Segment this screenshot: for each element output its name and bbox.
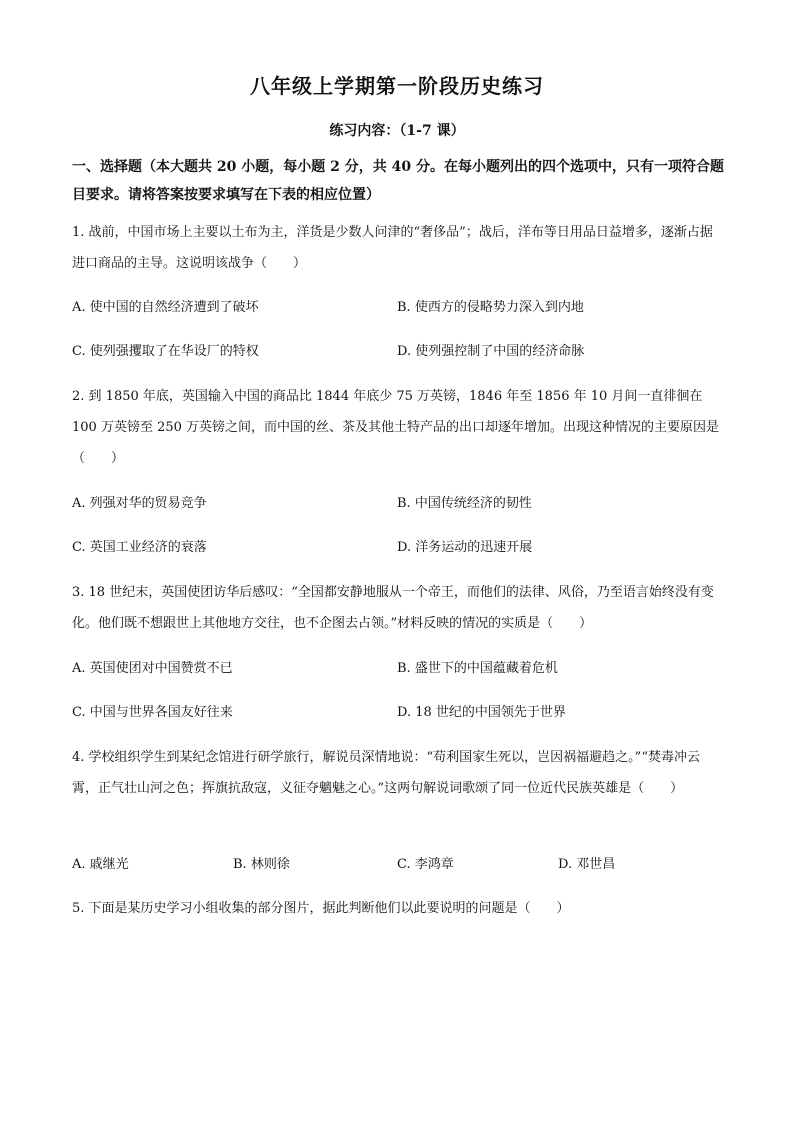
section-heading: 一、选择题（本大题共 20 小题，每小题 2 分，共 40 分。在每小题列出的四个选项中，只有一项符合题目要求。请将答案按要求填写在下表的相应位置）	[72, 159, 724, 203]
question-1-option-c: C. 使列强攫取了在华设厂的特权	[72, 344, 259, 359]
page-title: 八年级上学期第一阶段历史练习	[250, 74, 544, 98]
question-3-option-c: C. 中国与世界各国友好往来	[72, 705, 233, 720]
question-4-option-b: B. 林则徐	[233, 857, 290, 872]
question-3-stem: 3. 18 世纪末，英国使团访华后感叹：“全国都安静地服从一个帝王，而他们的法律、风俗，乃至语言始终没有变化。他们既不想跟世上其他地方交往，也不企图去占领。”材料反映的情况的实质是（ ）	[72, 585, 714, 631]
question-4-option-c: C. 李鸿章	[397, 857, 454, 872]
question-2-option-d: D. 洋务运动的迅速开展	[397, 540, 533, 555]
question-1-option-b: B. 使西方的侵略势力深入到内地	[397, 300, 584, 315]
question-3-option-b: B. 盛世下的中国蕴藏着危机	[397, 661, 558, 676]
question-2-stem: 2. 到 1850 年底，英国输入中国的商品比 1844 年底少 75 万英镑，1846 年至 1856 年 10 月间一直徘徊在 100 万英镑至 250 万英镑之间，而中国的丝、茶及其他土特产品的出口却逐年增加。出现这种情况的主要原因是（ ）	[72, 389, 720, 466]
question-4-option-d: D. 邓世昌	[558, 857, 616, 872]
question-1-option-a: A. 使中国的自然经济遭到了破坏	[72, 300, 259, 315]
page-subtitle: 练习内容：（1-7 课）	[329, 123, 465, 139]
question-3-option-d: D. 18 世纪的中国领先于世界	[397, 705, 566, 720]
question-1-option-d: D. 使列强控制了中国的经济命脉	[397, 344, 585, 359]
question-4-stem: 4. 学校组织学生到某纪念馆进行研学旅行，解说员深情地说：“苟利国家生死以，岂因祸福避趋之。”“焚毒冲云霄，正气壮山河之色；挥旗抗敌寇，义征夺魑魅之心。”这两句解说词歌颂了同一位近代民族英雄是（ ）	[72, 750, 700, 796]
question-2-option-a: A. 列强对华的贸易竞争	[72, 496, 207, 511]
question-2-option-b: B. 中国传统经济的韧性	[397, 496, 532, 511]
question-1-stem: 1. 战前，中国市场上主要以土布为主，洋货是少数人问津的“奢侈品”；战后，洋布等日用品日益增多，逐渐占据进口商品的主导。这说明该战争（ ）	[72, 225, 713, 271]
question-3-option-a: A. 英国使团对中国赞赏不已	[72, 661, 233, 676]
question-2-option-c: C. 英国工业经济的衰落	[72, 540, 207, 555]
question-4-option-a: A. 戚继光	[72, 857, 129, 872]
question-5-stem: 5. 下面是某历史学习小组收集的部分图片，据此判断他们以此要说明的问题是（ ）	[72, 901, 570, 916]
